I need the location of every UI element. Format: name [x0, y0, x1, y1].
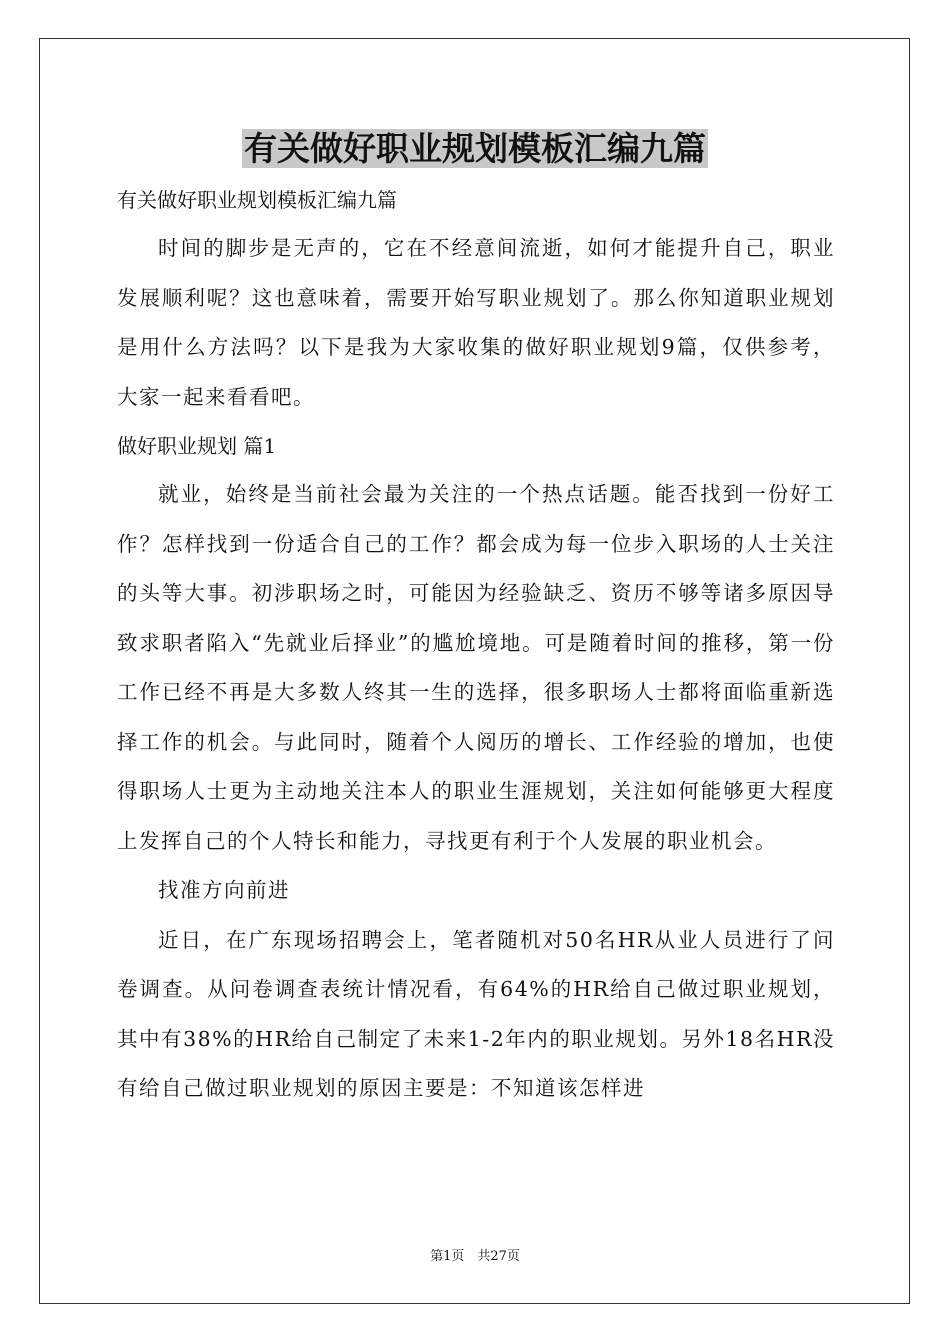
page-footer: 第1页 共27页 — [430, 1249, 520, 1264]
document-subtitle: 有关做好职业规划模板汇编九篇 — [117, 188, 397, 212]
body-paragraph-2: 近日，在广东现场招聘会上，笔者随机对50名HR从业人员进行了问卷调查。从问卷调查表统计情况看，有64%的HR给自己做过职业规划，其中有38%的HR给自己制定了未来1-2年内的职业规划。另外18名HR没有给自己做过职业规划的原因主要是：不知道该怎样进 — [117, 927, 835, 1100]
section-heading: 做好职业规划 篇1 — [117, 434, 277, 458]
document-title-text: 有关做好职业规划模板汇编九篇 — [244, 129, 706, 168]
document-title — [0, 126, 950, 172]
body-paragraph-1: 就业，始终是当前社会最为关注的一个热点话题。能否找到一份好工作？怎样找到一份适合自己的工作？都会成为每一位步入职场的人士关注的头等大事。初涉职场之时，可能因为经验缺乏、资历不够等诸多原因导致求职者陷入“先就业后择业”的尴尬境地。可是随着时间的推移，第一份工作已经不再是大多数人终其一生的选择，很多职场人士都将面临重新选择工作的机会。与此同时，随着个人阅历的增长、工作经验的增加，也使得职场人士更为主动地关注本人的职业生涯规划，关注如何能够更大程度上发挥自己的个人特长和能力，寻找更有利于个人发展的职业机会。 — [117, 482, 835, 853]
intro-paragraph: 时间的脚步是无声的，它在不经意间流逝，如何才能提升自己，职业发展顺利呢？这也意味着，需要开始写职业规划了。那么你知道职业规划是用什么方法吗？以下是我为大家收集的做好职业规划9篇，仅供参考，大家一起来看看吧。 — [117, 236, 835, 409]
section-subheading: 找准方向前进 — [158, 878, 290, 902]
document-body — [117, 176, 835, 1114]
